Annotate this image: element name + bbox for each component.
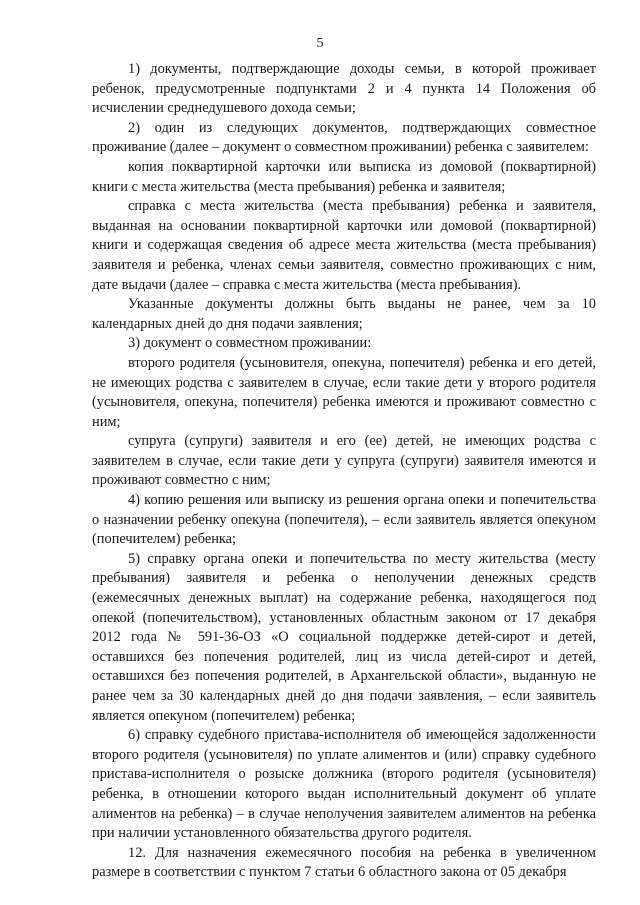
paragraph-validity-note: Указанные документы должны быть выданы не ранее, чем за 10 календарных дней до дня подачи заявления; [92,296,596,332]
paragraph-item-6: 6) справку судебного пристава-исполнителя об имеющейся задолженности второго родителя (усыновителя) по уплате алиментов и (или) справку судебного пристава-исполнителя о розыске должника (второго родителя (усыновителя) ребенка, в отношении которого выдан исполнительный документ об уплате алиментов на ребенка) – в случае неполучения заявителем алиментов на ребенка при наличии установленного обязательства другого родителя. [92,727,596,842]
paragraph-item-5: 5) справку органа опеки и попечительства по месту жительства (месту пребывания) заявителя и ребенка о неполучении денежных средств (ежемесячных денежных выплат) на содержание ребенка, находящегося под опекой (попечительством), установленных областным законом от 17 декабря 2012 года № 591-36-ОЗ «О социальной поддержке детей-сирот и детей, оставшихся без попечения родителей, лиц из числа детей-сирот и детей, оставшихся без попечения родителей, в Архангельской области», выданную не ранее чем за 30 календарных дней до дня подачи заявления, – если заявитель является опекуном (попечителем) ребенка; [92,550,596,724]
paragraph-section-12: 12. Для назначения ежемесячного пособия на ребенка в увеличенном размере в соответствии с пунктом 7 статьи 6 областного закона от 05 декабря [92,844,596,881]
paragraph-item-4: 4) копию решения или выписку из решения органа опеки и попечительства о назначении ребенку опекуна (попечителя), – если заявитель является опекуном (попечителем) ребенка; [92,492,596,548]
paragraph-spouse: супруга (супруги) заявителя и его (ее) детей, не имеющих родства с заявителем в случае, если такие дети у супруга (супруги) заявителя имеются и проживают совместно с ним; [92,433,596,489]
paragraph-item-3: 3) документ о совместном проживании: [128,335,372,352]
page-number: 5 [316,36,324,51]
paragraph-residence-card-copy: копия поквартирной карточки или выписка из домовой (поквартирной) книги с места жительства (места пребывания) ребенка и заявителя; [92,158,596,195]
paragraph-second-parent: второго родителя (усыновителя, опекуна, попечителя) ребенка и его детей, не имеющих родства с заявителем в случае, если такие дети у второго родителя (усыновителя, опекуна, попечителя) ребенка имеются и проживают совместно с ним; [92,354,596,430]
paragraph-item-1: 1) документы, подтверждающие доходы семьи, в которой проживает ребенок, предусмотренные подпунктами 2 и 4 пункта 14 Положения об исчислении среднедушевого дохода семьи; [92,61,596,117]
paragraph-item-2: 2) один из следующих документов, подтверждающих совместное проживание (далее – документ о совместном проживании) ребенка с заявителем: [92,119,596,156]
paragraph-residence-certificate: справка с места жительства (места пребывания) ребенка и заявителя, выданная на основании поквартирной карточки или домовой (поквартирной) книги и содержащая сведения об адресе места жительства (места пребывания) заявителя и ребенка, членах семьи заявителя, совместно проживающих с ним, дате выдачи (далее – справка с места жительства (места пребывания). [92,198,596,293]
document-body [92,60,596,883]
